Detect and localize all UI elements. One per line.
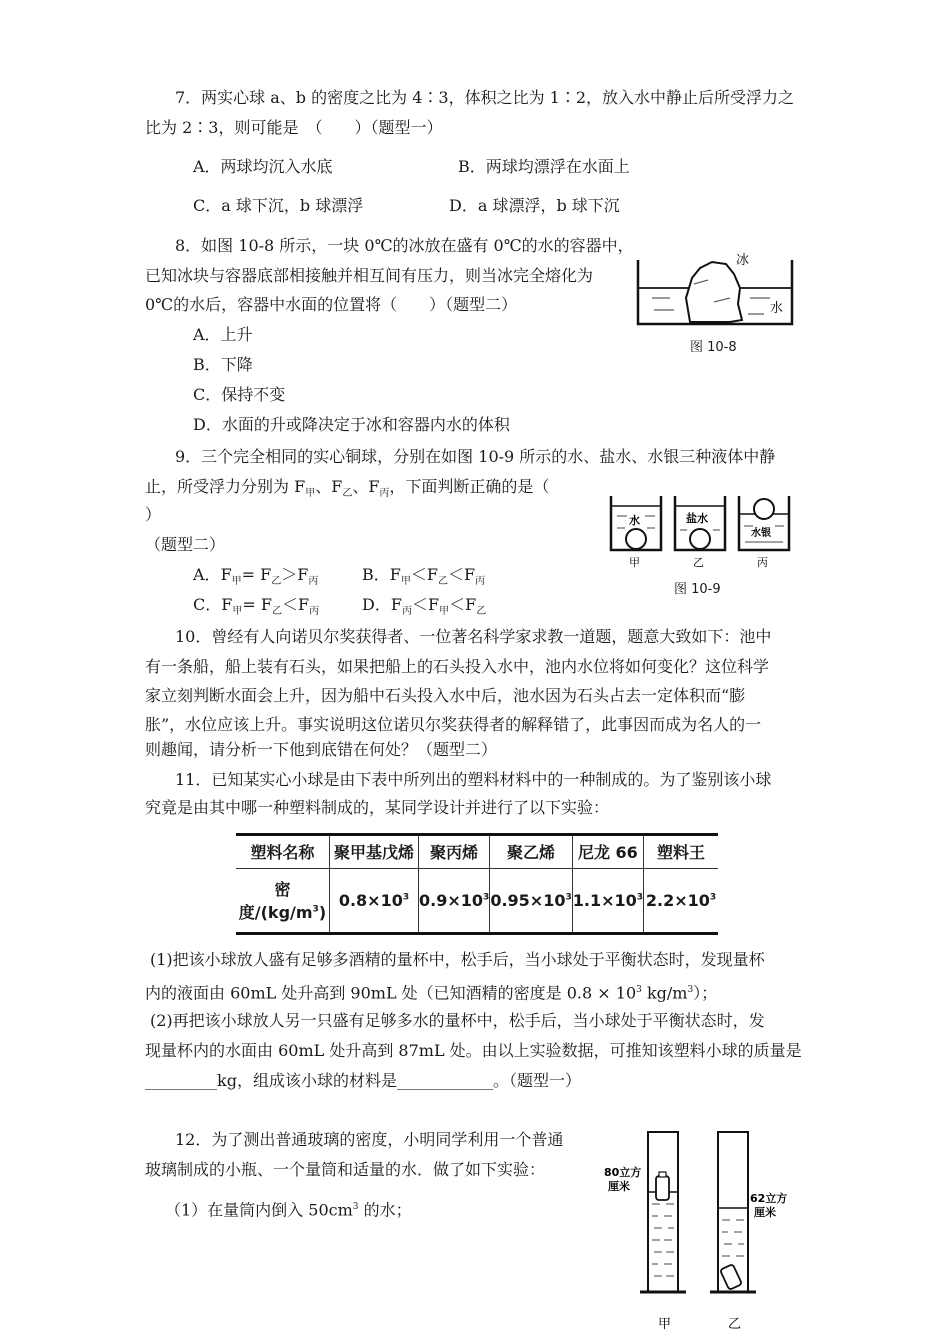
q10-line-2: 有一条船，船上装有石头，如果把船上的石头投入水中，池内水位将如何变化？这位科学 <box>145 657 770 676</box>
figure-10-9 <box>605 490 795 572</box>
table-cell: $0.95\times 10^3$ <box>490 868 572 933</box>
q12-line-2: 玻璃制成的小瓶、一个量筒和适量的水．做了如下实验： <box>145 1160 546 1179</box>
q8-option-b: B．下降 <box>193 355 253 374</box>
svg-text:乙: 乙 <box>693 556 704 569</box>
q10-line-3: 家立刻判断水面会上升，因为船中石头投入水中后，池水因为石头占去一定体积而“膨 <box>145 686 746 705</box>
beaker-jia <box>611 496 661 569</box>
floating-bottle <box>656 1176 669 1200</box>
q9-line-4: （题型二） <box>145 535 226 554</box>
svg-text:甲: 甲 <box>658 1317 672 1332</box>
svg-text:盐水: 盐水 <box>686 512 708 525</box>
table-cell: 塑料王 <box>644 835 718 869</box>
q11-part1-line-1: (1)把该小球放人盛有足够多酒精的量杯中，松手后，当小球处于平衡状态时，发现量杯 <box>150 950 765 969</box>
q9-option-c: C．$F_甲= F_乙<F_丙$ <box>193 595 320 618</box>
table-cell: 尼龙 66 <box>572 835 643 869</box>
svg-text:水银: 水银 <box>751 528 771 539</box>
q7-line-2: 比为 2∶3，则可能是 （ ）（题型一） <box>145 118 443 137</box>
label-water: 水 <box>770 301 784 316</box>
q9-line-1: 9．三个完全相同的实心铜球，分别在如图 10-9 所示的水、盐水、水银三种液体中静 <box>175 447 776 466</box>
ball-yi <box>690 529 710 549</box>
table-header-row <box>236 835 718 869</box>
q7-line-1: 7．两实心球 a、b 的密度之比为 4∶3，体积之比为 1∶2，放入水中静止后所受浮力之 <box>175 88 795 107</box>
q11-part2-line-2: 现量杯内的水面由 60mL 处升高到 87mL 处。由以上实验数据，可推知该塑料小球的质量是 <box>145 1041 802 1060</box>
q7-option-d: D．a 球漂浮，b 球下沉 <box>449 196 620 215</box>
svg-text:甲: 甲 <box>629 556 640 569</box>
figure-10-8-caption: 图 10-8 <box>690 340 737 355</box>
q8-line-3: 0℃的水后，容器中水面的位置将（ ）（题型二） <box>145 295 518 314</box>
ice-block <box>686 262 742 322</box>
label-ice: 冰 <box>736 253 750 268</box>
table-row <box>236 868 718 933</box>
svg-text:厘米: 厘米 <box>754 1206 776 1219</box>
q8-option-c: C．保持不变 <box>193 385 286 404</box>
q7-option-c: C．a 球下沉，b 球漂浮 <box>193 196 364 215</box>
table-cell: 塑料名称 <box>236 835 329 869</box>
q11-part1-line-2: 内的液面由 60mL 处升高到 90mL 处（已知酒精的密度是 $0.8 \times 10^3$ $kg/m^3$）； <box>145 983 718 1003</box>
beaker-bing <box>739 496 789 569</box>
svg-text:丙: 丙 <box>757 556 768 569</box>
svg-text:厘米: 厘米 <box>608 1180 630 1193</box>
table-cell: 聚丙烯 <box>419 835 490 869</box>
table-cell: $1.1\times 10^3$ <box>572 868 643 933</box>
q11-part2-line-3: _________kg，组成该小球的材料是____________。（题型一） <box>145 1071 581 1090</box>
plastics-density-table <box>236 833 718 935</box>
table-cell: $0.8\times 10^3$ <box>329 868 418 933</box>
q9-line-2: 止，所受浮力分别为 $F_甲$、$F_乙$、$F_丙$，下面判断正确的是（ <box>145 477 550 500</box>
q11-part2-line-1: (2)再把该小球放人另一只盛有足够多水的量杯中，松手后，当小球处于平衡状态时，发 <box>150 1011 765 1030</box>
q10-line-5: 则趣闻，请分析一下他到底错在何处？（题型二） <box>145 740 498 759</box>
q8-option-a: A．上升 <box>193 325 253 344</box>
table-cell: $0.9\times 10^3$ <box>419 868 490 933</box>
q8-line-1: 8．如图 10-8 所示，一块 0℃的冰放在盛有 0℃的水的容器中， <box>175 236 634 255</box>
table-cell: 聚乙烯 <box>490 835 572 869</box>
table-cell: $2.2\times 10^3$ <box>644 868 718 933</box>
figure-10-9-caption: 图 10-9 <box>674 582 721 597</box>
q10-line-4: 胀”，水位应该上升。事实说明这位诺贝尔奖获得者的解释错了，此事因而成为名人的一 <box>145 715 762 734</box>
svg-text:水: 水 <box>629 514 640 527</box>
q9-option-b: B．$F_甲<F_乙<F_丙$ <box>362 565 486 588</box>
q7-option-b: B．两球均漂浮在水面上 <box>458 157 630 176</box>
q9-line-3: ） <box>145 505 162 524</box>
q12-line-3: （1）在量筒内倒入 $50cm^3$ 的水； <box>165 1200 412 1220</box>
q11-line-1: 11．已知某实心小球是由下表中所列出的塑料材料中的一种制成的。为了鉴别该小球 <box>175 770 772 789</box>
beaker-yi <box>675 496 725 569</box>
q7-option-a: A．两球均沉入水底 <box>193 157 333 176</box>
q8-option-d: D．水面的升或降决定于冰和容器内水的体积 <box>193 415 510 434</box>
ball-bing <box>754 499 774 519</box>
cylinder-jia <box>604 1132 686 1332</box>
q8-line-2: 已知冰块与容器底部相接触并相互间有压力，则当冰完全熔化为 <box>145 266 594 285</box>
q9-option-a: A．$F_甲= F_乙>F_丙$ <box>193 565 319 588</box>
table-cell: 聚甲基戊烯 <box>329 835 418 869</box>
q11-line-2: 究竟是由其中哪一种塑料制成的，某同学设计并进行了以下实验： <box>145 798 610 817</box>
figure-10-8 <box>630 248 800 330</box>
ball-jia <box>626 529 646 549</box>
svg-text:62立方: 62立方 <box>750 1192 788 1205</box>
svg-text:乙: 乙 <box>728 1317 742 1332</box>
q9-option-d: D．$F_丙<F_甲<F_乙$ <box>362 595 487 618</box>
q12-line-1: 12．为了测出普通玻璃的密度，小明同学利用一个普通 <box>175 1130 564 1149</box>
svg-text:80立方: 80立方 <box>604 1166 642 1179</box>
table-cell: 密度$/(kg/m^3)$ <box>236 868 329 933</box>
q10-line-1: 10．曾经有人向诺贝尔奖获得者、一位著名科学家求教一道题，题意大致如下：池中 <box>175 627 772 646</box>
figure-cylinders <box>600 1128 800 1333</box>
cylinder-yi <box>710 1132 787 1332</box>
